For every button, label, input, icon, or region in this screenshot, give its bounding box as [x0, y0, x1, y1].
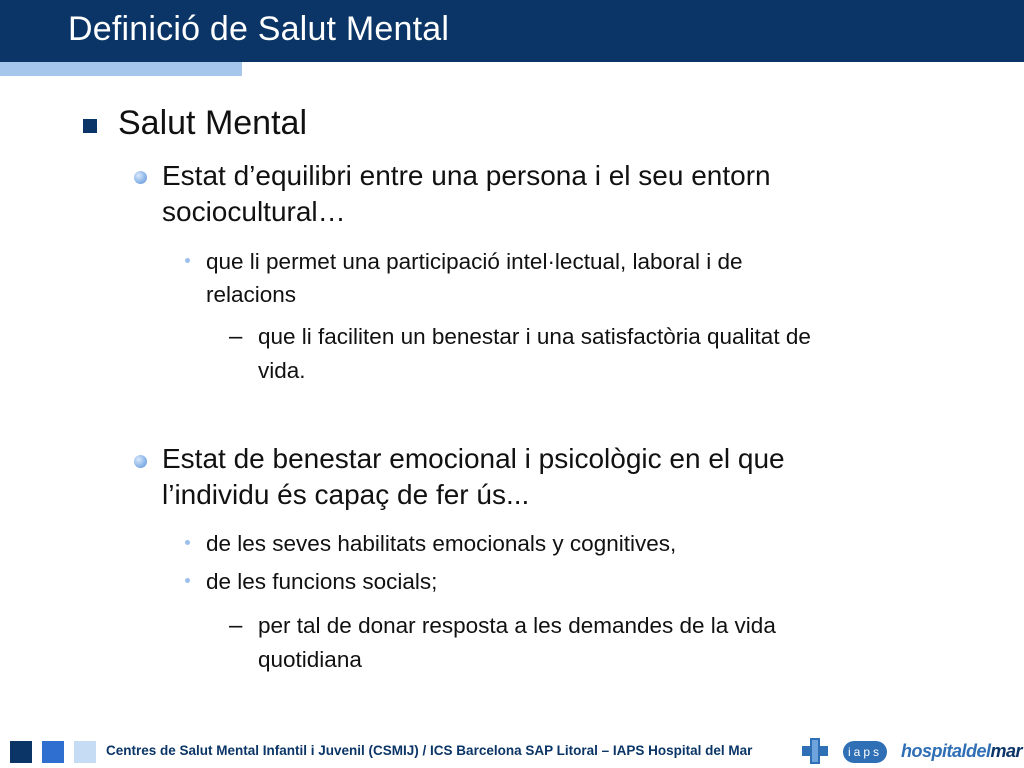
footer-square-light: [74, 741, 96, 763]
dash-bullet-icon: –: [229, 612, 243, 639]
footer-text: Centres de Salut Mental Infantil i Juvenil (CSMIJ) / ICS Barcelona SAP Litoral – IAPS Hospital del Mar: [106, 743, 753, 758]
hospital-del-mar-logo: [901, 741, 1022, 762]
point1-sub1-line1: que li permet una participació intel·lectual, laboral i de: [206, 249, 743, 274]
point2-sub1: de les seves habilitats emocionals y cognitives,: [206, 531, 677, 556]
small-bullet-icon: [185, 258, 190, 263]
round-bullet-icon: [134, 171, 147, 184]
dash-bullet-icon: –: [229, 323, 243, 350]
point1-line2: sociocultural…: [162, 196, 346, 227]
point1-dash-line2: vida.: [258, 358, 306, 383]
hospital-logo-text-b: mar: [990, 741, 1023, 761]
small-bullet-icon: [185, 540, 190, 545]
point1-dash-line1: que li faciliten un benestar i una satisfactòria qualitat de: [258, 324, 811, 349]
iaps-logo: iaps: [843, 741, 887, 763]
small-bullet-icon: [185, 578, 190, 583]
point1-sub1-line2: relacions: [206, 282, 297, 307]
point2-line1: Estat de benestar emocional i psicològic en el que: [162, 443, 785, 474]
footer-square-dark: [10, 741, 32, 763]
point2-dash-line2: quotidiana: [258, 647, 362, 672]
point2-sub2: de les funcions socials;: [206, 569, 438, 594]
hospital-logo-text-a: hospitaldel: [901, 741, 991, 761]
slide-title: Definició de Salut Mental: [68, 10, 450, 48]
title-accent-bar: [0, 62, 242, 76]
point1-line1: Estat d’equilibri entre una persona i el seu entorn: [162, 160, 771, 191]
square-bullet-icon: [83, 119, 97, 133]
medical-cross-icon: [800, 736, 830, 766]
round-bullet-icon: [134, 455, 147, 468]
heading-salut-mental: Salut Mental: [118, 104, 307, 142]
point2-line2: l’individu és capaç de fer ús...: [162, 479, 530, 510]
footer-square-mid: [42, 741, 64, 763]
point2-dash-line1: per tal de donar resposta a les demandes de la vida: [258, 613, 776, 638]
